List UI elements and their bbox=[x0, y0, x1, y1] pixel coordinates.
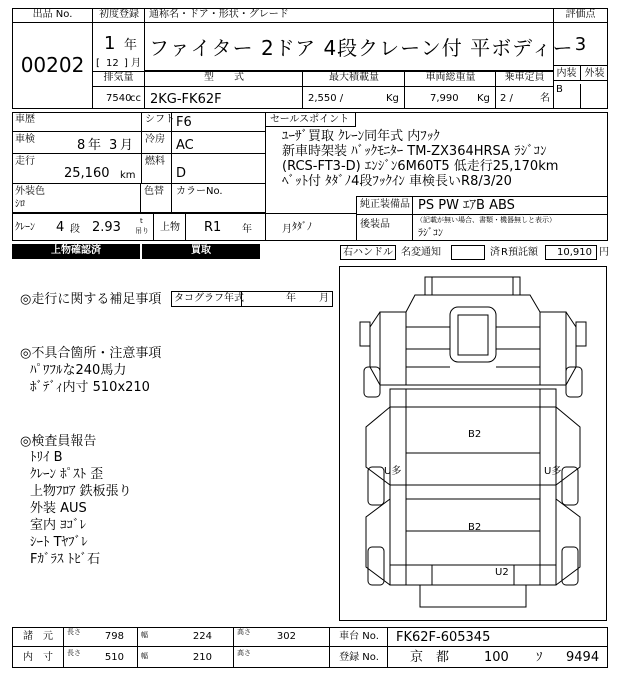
inner-height-label: 高さ bbox=[237, 649, 251, 657]
inner-width-label: 幅 bbox=[141, 652, 148, 660]
damage-mark-bed-rear: B2 bbox=[468, 522, 482, 533]
ext-color-label: 外装色 bbox=[15, 186, 45, 197]
color-no-label: カラーNo. bbox=[176, 186, 223, 197]
defects-label: ◎不具合箇所・注意事項 bbox=[20, 346, 162, 361]
lot-label: 出品 No. bbox=[12, 8, 93, 23]
crane-stages-label: 段 bbox=[70, 224, 80, 235]
mount-value: R1 bbox=[204, 220, 222, 235]
mount-year-label: 年 bbox=[242, 224, 252, 235]
defect-line-1: ﾊﾟﾜﾌﾙな240馬力 bbox=[30, 363, 127, 378]
interior-value: B bbox=[556, 84, 581, 108]
inspection-year-label: 年 bbox=[88, 138, 102, 153]
ext-color-value: ｼﾛ bbox=[15, 199, 25, 210]
max-load-label: 最大積載量 bbox=[329, 72, 379, 83]
mileage-value: 25,160 bbox=[64, 166, 110, 181]
first-reg-label: 初度登録 bbox=[93, 8, 145, 23]
fuel-label: 燃料 bbox=[145, 156, 165, 167]
exterior-label: 外装 bbox=[581, 65, 608, 81]
sales-line-1: ﾕｰｻﾞ買取 ｸﾚｰﾝ同年式 内ﾌｯｸ bbox=[282, 129, 440, 144]
tachograph-month-label: 月 bbox=[319, 293, 329, 304]
driving-remarks-label: ◎走行に関する補足事項 bbox=[20, 292, 162, 307]
dims-width-label: 幅 bbox=[141, 631, 148, 639]
shift-value: F6 bbox=[176, 115, 192, 130]
registration-label: 登録 No. bbox=[339, 652, 379, 663]
inspection-month-label: 月 bbox=[120, 138, 134, 153]
crane-label: ｸﾚｰﾝ bbox=[15, 222, 35, 233]
inspector-line-5: 室内 ﾖｺﾞﾚ bbox=[30, 518, 87, 533]
crane-stages: 4 bbox=[56, 220, 65, 235]
inspection-month: 3 bbox=[109, 138, 118, 153]
damage-mark-left: U多 bbox=[384, 466, 402, 477]
ac-label: 冷房 bbox=[145, 134, 165, 145]
dims-height-label: 高さ bbox=[237, 628, 251, 636]
truck-outline-svg bbox=[340, 267, 606, 620]
chassis-label: 車台 No. bbox=[339, 631, 379, 642]
inspection-label: 車検 bbox=[15, 134, 35, 145]
displacement-value: 7540 bbox=[106, 93, 132, 104]
inspection-year: 8 bbox=[77, 138, 86, 153]
inspector-label: ◎検査員報告 bbox=[20, 434, 97, 449]
inspector-line-6: ｼｰﾄ Tﾔﾌﾞﾚ bbox=[30, 535, 88, 550]
damage-mark-bed-front: B2 bbox=[468, 429, 482, 440]
capacity-unit: 名 bbox=[540, 93, 550, 104]
rating-value: 3 bbox=[574, 34, 587, 55]
crane-maker: ﾀﾀﾞﾉ bbox=[292, 222, 312, 233]
mileage-unit: km bbox=[120, 170, 136, 181]
rating-label: 評価点 bbox=[553, 8, 608, 23]
model-label: 型 式 bbox=[204, 72, 244, 83]
year-label: 年 bbox=[124, 38, 138, 53]
mileage-label: 走行 bbox=[15, 156, 35, 167]
capacity-label: 乗車定員 bbox=[504, 72, 545, 83]
first-reg-month: 12 bbox=[106, 58, 119, 69]
name-change-label: 名変通知 bbox=[401, 247, 441, 258]
shift-label: シフト bbox=[145, 114, 175, 125]
vehicle-title: ファイター 2ドア 4段クレーン付 平ボディー bbox=[149, 36, 574, 60]
dims-length-label: 長さ bbox=[67, 628, 81, 636]
inner-label: 内 寸 bbox=[23, 652, 53, 663]
r-deposit-value: 10,910 bbox=[545, 245, 597, 260]
interior-label: 内装 bbox=[553, 65, 581, 81]
lot-number: 00202 bbox=[20, 53, 85, 77]
crane-capacity-unit2: 吊り bbox=[135, 227, 149, 235]
genuine-label: 純正装備品 bbox=[360, 199, 410, 210]
defect-line-2: ﾎﾞﾃﾞｨ内寸 510x210 bbox=[30, 380, 150, 395]
displacement-unit: cc bbox=[130, 93, 141, 104]
month-label: 月 bbox=[131, 58, 141, 69]
purchase-badge: 買取 bbox=[142, 244, 260, 259]
damage-mark-tail: U2 bbox=[495, 567, 509, 578]
title-label: 通称名・ドア・形状・グレード bbox=[145, 8, 553, 23]
max-load-unit: Kg bbox=[386, 93, 399, 104]
registration-number: 9494 bbox=[566, 650, 600, 665]
right-hand-label: 右ハンドル bbox=[340, 245, 396, 260]
max-load-value: 2,550 / bbox=[308, 93, 344, 104]
model-value: 2KG-FK62F bbox=[150, 92, 222, 107]
gross-weight-label: 車両総重量 bbox=[425, 72, 476, 83]
truck-diagram bbox=[339, 266, 607, 621]
first-reg-year: 1 bbox=[104, 33, 116, 54]
r-deposit-label: R預託額 bbox=[501, 247, 538, 258]
sales-line-2: 新車時架装 ﾊﾞｯｸﾓﾆﾀｰ TM-ZX364HRSA ﾗｼﾞｺﾝ bbox=[282, 144, 547, 159]
inner-length-label: 長さ bbox=[67, 649, 81, 657]
aftermarket-label: 後装品 bbox=[360, 219, 390, 230]
dims-label: 諸 元 bbox=[23, 631, 53, 642]
registration-kana: ｿ bbox=[536, 650, 543, 665]
crane-capacity: 2.93 bbox=[92, 220, 121, 235]
crane-capacity-unit: t bbox=[140, 217, 143, 225]
ac-value: AC bbox=[176, 138, 194, 153]
dims-width: 224 bbox=[192, 631, 212, 642]
color-change-label: 色替 bbox=[144, 186, 164, 197]
dims-length: 798 bbox=[104, 631, 124, 642]
yen-label: 円 bbox=[599, 247, 609, 258]
fuel-value: D bbox=[176, 166, 187, 181]
aftermarket-value: ﾗｼﾞｺﾝ bbox=[418, 228, 443, 239]
inner-width: 210 bbox=[192, 652, 212, 663]
inspector-line-4: 外装 AUS bbox=[30, 501, 87, 516]
history-label: 車歴 bbox=[15, 114, 35, 125]
sales-points-label: セールスポイント bbox=[270, 114, 350, 125]
tachograph-year-label: 年 bbox=[286, 293, 296, 304]
sales-line-3: (RCS-FT3-D) ｴﾝｼﾞﾝ6M60T5 低走行25,170km bbox=[282, 159, 559, 174]
gross-weight-unit: Kg bbox=[477, 93, 490, 104]
inner-length: 510 bbox=[104, 652, 124, 663]
damage-mark-right: U多 bbox=[544, 466, 562, 477]
sales-line-4: ﾍﾞｯﾄ付 ﾀﾀﾞﾉ4段ﾌｯｸｲﾝ 車検長いR8/3/20 bbox=[282, 174, 512, 189]
mount-month-label: 月 bbox=[282, 224, 292, 235]
mount-confirmed-badge: 上物確認済 bbox=[12, 244, 140, 259]
inspector-line-7: Fｶﾞﾗｽ ﾄﾋﾞ石 bbox=[30, 552, 101, 567]
chassis-value: FK62F-605345 bbox=[396, 630, 491, 645]
capacity-value: 2 / bbox=[500, 93, 513, 104]
inspector-line-1: ﾄﾘｲ B bbox=[30, 450, 63, 465]
gross-weight-value: 7,990 bbox=[430, 93, 459, 104]
displacement-label: 排気量 bbox=[93, 72, 145, 86]
genuine-value: PS PW ｴｱB ABS bbox=[418, 198, 515, 213]
inspector-line-2: ｸﾚｰﾝ ﾎﾟｽﾄ 歪 bbox=[30, 467, 104, 482]
registration-region: 京 都 bbox=[410, 650, 450, 665]
registration-class: 100 bbox=[484, 650, 509, 665]
name-change-box bbox=[451, 245, 485, 260]
mount-label: 上物 bbox=[160, 222, 180, 233]
inspector-line-3: 上物ﾌﾛｱ 鉄板張り bbox=[30, 484, 132, 499]
dims-height: 302 bbox=[276, 631, 296, 642]
aftermarket-note: （記載が無い場合、書類・機器無しと表示） bbox=[416, 216, 556, 224]
tachograph-label: タコグラフ年式 bbox=[174, 293, 244, 304]
